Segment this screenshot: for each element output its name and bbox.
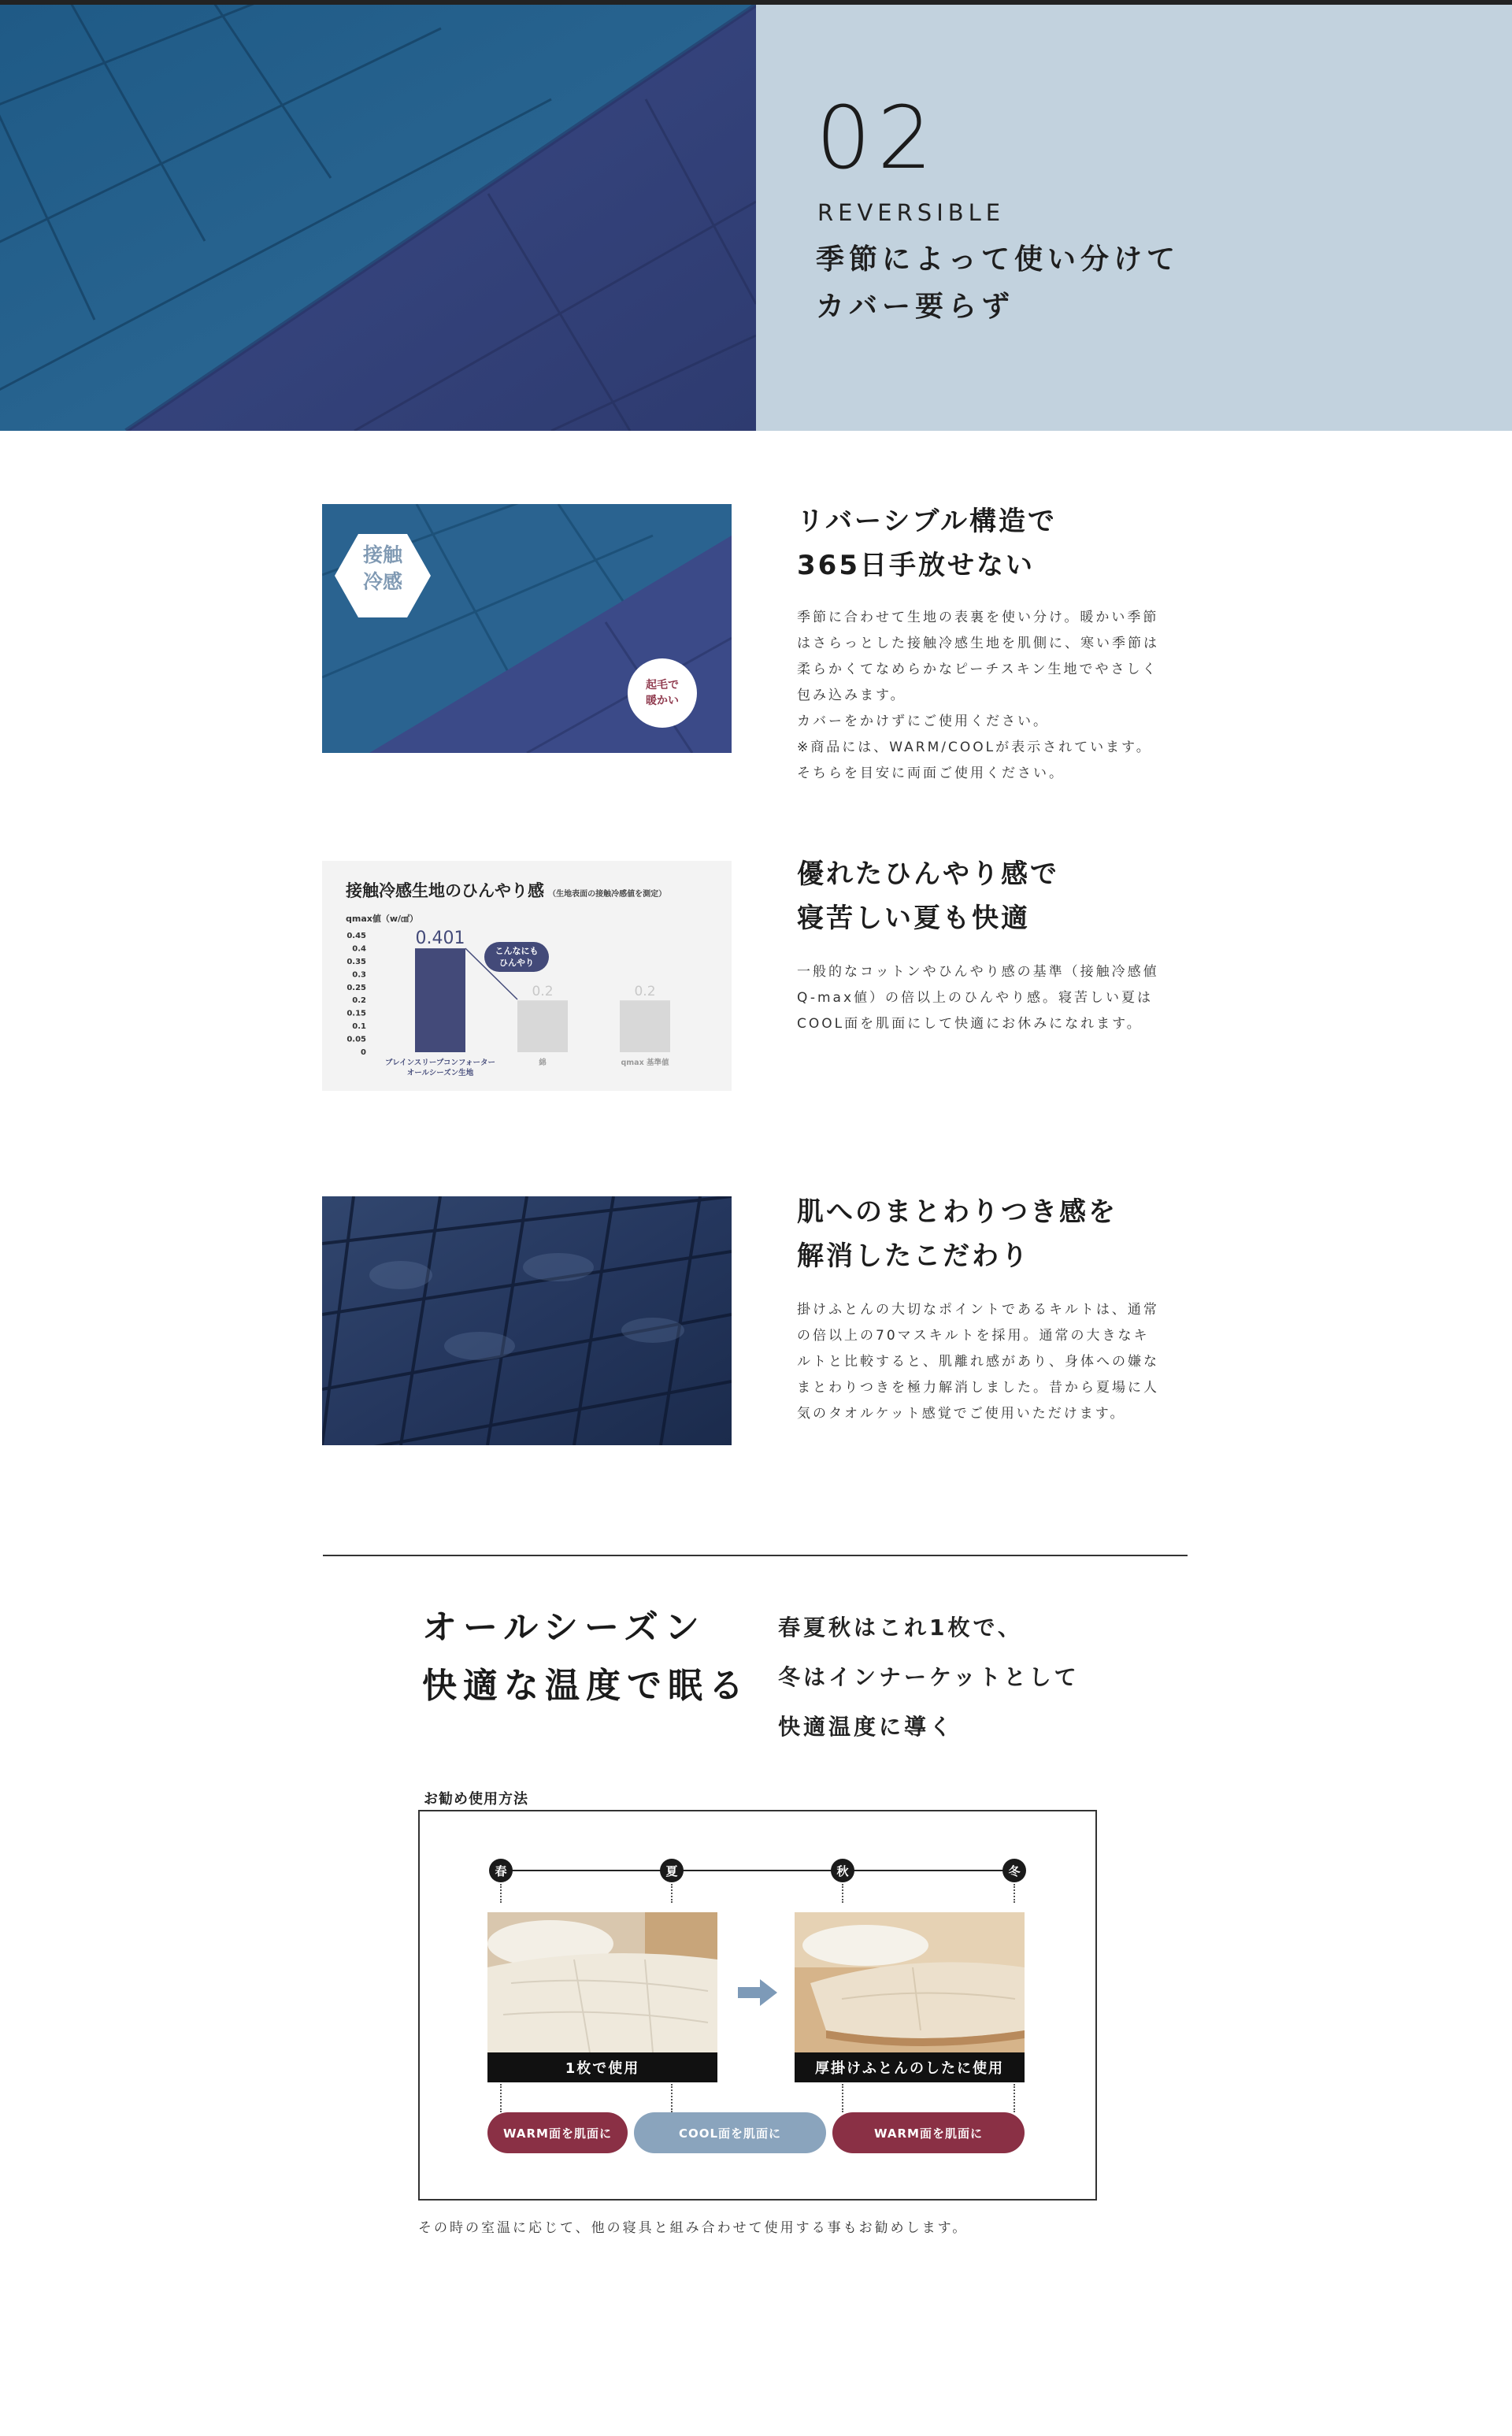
season-heading-line: オールシーズン <box>422 1607 706 1648</box>
y-tick-label: 0.25 <box>346 983 366 992</box>
x-category-label: qmax 基準値 <box>621 1059 669 1067</box>
feature-body-line: 気のタオルケット感覚でご使用いただけます。 <box>797 1406 1126 1422</box>
cool-badge-text <box>354 542 412 595</box>
feature-body-line: まとわりつきを極力解消しました。昔から夏場に人 <box>797 1380 1159 1396</box>
cooling-chart-panel <box>322 861 732 1091</box>
warm-badge-line: 起毛で <box>646 679 679 691</box>
chart-bar <box>415 948 465 1052</box>
feature-body-line: 柔らかくてなめらかなピーチスキン生地でやさしく <box>797 662 1158 677</box>
feature-body-line: 包み込みます。 <box>797 688 906 703</box>
bar-value-label: 0.2 <box>532 984 554 1000</box>
season-heading-line: 快適な温度で眠る <box>422 1666 750 1706</box>
chart-y-label: qmax値（w/㎠） <box>346 914 419 924</box>
chart-callout <box>484 942 549 972</box>
dotted-guide <box>500 2084 502 2112</box>
y-tick-label: 0.05 <box>346 1035 366 1044</box>
reversible-quilt-photo <box>322 504 732 753</box>
season-heading <box>422 1599 750 1715</box>
bar-value-label: 0.2 <box>634 984 656 1000</box>
x-category-label: オールシーズン生地 <box>406 1069 474 1077</box>
warm-badge-line: 暖かい <box>646 695 679 707</box>
dotted-guide <box>671 1884 673 1903</box>
feature-body-line: COOL面を肌面にして快適にお休みになれます。 <box>797 1016 1143 1032</box>
y-tick-label: 0.45 <box>346 932 366 940</box>
feature-body-line: の倍以上の70マスキルトを採用。通常の大きなキ <box>797 1328 1150 1344</box>
feature-title-line: 解消したこだわり <box>797 1240 1030 1272</box>
feature-body-line: ルトと比較すると、肌離れ感があり、身体への嫌な <box>797 1354 1159 1370</box>
feature-body-line: 季節に合わせて生地の表裏を使い分け。暖かい季節 <box>797 610 1159 625</box>
season-timeline <box>501 1870 1025 1871</box>
chart-title: 接触冷感生地のひんやり感 <box>346 881 544 900</box>
arrow-right-icon <box>738 1979 777 2006</box>
feature-body-line: カバーをかけずにご使用ください。 <box>797 714 1049 729</box>
feature-title-line: 肌へのまとわりつき感を <box>797 1196 1117 1228</box>
hero-title-line: 季節によって使い分けて <box>816 243 1180 276</box>
feature-title <box>797 1190 1117 1278</box>
single-use-photo <box>487 1912 717 2052</box>
cool-badge-line: 接触 <box>362 543 402 566</box>
y-tick-label: 0.3 <box>352 970 366 980</box>
feature-body-line: 一般的なコットンやひんやり感の基準（接触冷感値 <box>797 964 1159 980</box>
y-tick-label: 0.4 <box>352 944 366 954</box>
feature-body-line: Q-max値）の倍以上のひんやり感。寝苦しい夏は <box>797 990 1154 1006</box>
warm-side-pill: WARM面を肌面に <box>832 2112 1025 2153</box>
caption-single-use: 1枚で使用 <box>487 2052 717 2082</box>
season-text <box>778 1603 1080 1752</box>
feature-title-line: 優れたひんやり感で <box>797 858 1059 890</box>
dotted-guide <box>500 1884 502 1903</box>
feature-title <box>797 852 1059 940</box>
dotted-guide <box>671 2084 673 2112</box>
cool-badge-line: 冷感 <box>362 570 402 593</box>
caption-layered-use: 厚掛けふとんのしたに使用 <box>795 2052 1025 2082</box>
x-category-label: 綿 <box>539 1059 547 1067</box>
chart-bar <box>517 1000 568 1052</box>
layered-use-photo <box>795 1912 1025 2052</box>
recommend-box <box>418 1810 1097 2201</box>
dotted-guide <box>842 2084 843 2112</box>
x-category-label: ブレインスリープコンフォーター <box>385 1059 495 1067</box>
y-tick-label: 0.35 <box>346 957 366 966</box>
y-tick-label: 0.1 <box>352 1022 366 1032</box>
chart-callout-line: こんなにも <box>495 946 539 956</box>
feature-body <box>797 959 1159 1037</box>
season-text-line: 冬はインナーケットとして <box>778 1664 1080 1690</box>
feature-body-line: そちらを目安に両面ご使用ください。 <box>797 766 1065 781</box>
quilt-texture-photo <box>322 1196 732 1445</box>
y-tick-label: 0 <box>361 1048 366 1057</box>
hero-title <box>816 236 1180 331</box>
season-text-line: 春夏秋はこれ1枚で、 <box>778 1615 1023 1641</box>
season-autumn: 秋 <box>831 1859 854 1882</box>
y-tick-label: 0.2 <box>352 996 366 1006</box>
season-text-line: 快適温度に導く <box>778 1714 955 1740</box>
season-summer: 夏 <box>660 1859 684 1882</box>
season-winter: 冬 <box>1002 1859 1026 1882</box>
feature-title-line: リバーシブル構造で <box>797 506 1057 537</box>
warm-badge <box>628 658 697 728</box>
section-divider <box>323 1555 1188 1556</box>
feature-body-line: はさらっとした接触冷感生地を肌側に、寒い季節は <box>797 636 1159 651</box>
feature-title-line: 寝苦しい夏も快適 <box>797 903 1030 934</box>
chart-callout-line: ひんやり <box>499 958 534 968</box>
section-number: 02 <box>816 87 939 188</box>
chart-plot <box>322 861 732 1091</box>
cool-side-pill: COOL面を肌面に <box>634 2112 826 2153</box>
section-subtitle: REVERSIBLE <box>817 199 1006 226</box>
warm-side-pill: WARM面を肌面に <box>487 2112 628 2153</box>
hero-quilt-photo <box>0 5 756 431</box>
dotted-guide <box>842 1884 843 1903</box>
footnote: その時の室温に応じて、他の寝具と組み合わせて使用する事もお勧めします。 <box>418 2220 969 2236</box>
bar-value-label: 0.401 <box>415 929 465 949</box>
hero-title-line: カバー要らず <box>816 291 1015 323</box>
feature-title-line: 365日手放せない <box>797 550 1035 581</box>
dotted-guide <box>1014 2084 1015 2112</box>
feature-body-line: 掛けふとんの大切なポイントであるキルトは、通常 <box>797 1302 1159 1318</box>
chart-subtitle: （生地表面の接触冷感値を測定） <box>548 890 667 899</box>
recommend-label: お勧め使用方法 <box>424 1791 528 1808</box>
dotted-guide <box>1014 1884 1015 1903</box>
chart-bar <box>620 1000 670 1052</box>
feature-body <box>797 605 1159 787</box>
y-tick-label: 0.15 <box>346 1009 366 1018</box>
season-spring: 春 <box>489 1859 513 1882</box>
feature-body <box>797 1297 1159 1427</box>
feature-body-line: ※商品には、WARM/COOLが表示されています。 <box>797 740 1152 755</box>
feature-title <box>797 499 1057 588</box>
